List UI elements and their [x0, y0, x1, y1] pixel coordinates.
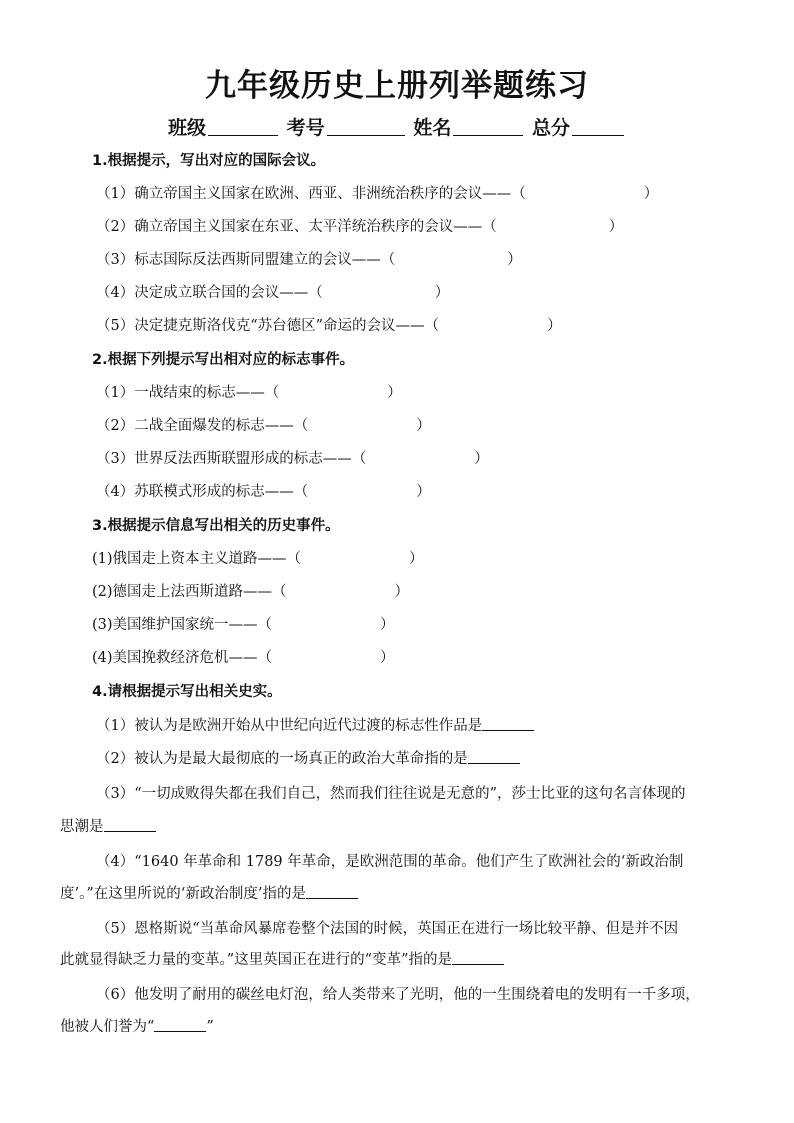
- item-text: （1）一战结束的标志——（: [96, 385, 280, 401]
- section-1-item-3: [96, 250, 522, 270]
- answer-blank[interactable]: [482, 716, 534, 731]
- close-paren: ）: [608, 219, 624, 235]
- section-4-item-6-line-2: [60, 1017, 214, 1037]
- close-paren: ）: [507, 252, 522, 268]
- close-paren: ）: [474, 451, 489, 467]
- section-1-item-1: [96, 184, 658, 204]
- section-2-item-1: [96, 383, 402, 403]
- section-3-item-3: [92, 615, 395, 635]
- item-text: （4）决定成立联合国的会议——（: [96, 285, 323, 301]
- section-4-item-1: [96, 716, 534, 736]
- item-text: （4）苏联模式形成的标志——（: [96, 484, 309, 500]
- section-4-item-4-line-1: （4）“1640 年革命和 1789 年革命，是欧洲范围的革命。他们产生了欧洲社会的‘新政治制: [96, 854, 684, 870]
- close-paren: ）: [394, 584, 410, 600]
- exam-number-label: 考号: [286, 117, 325, 139]
- total-score-blank[interactable]: [572, 117, 624, 136]
- item-text: （5）决定捷克斯洛伐克“苏台德区”命运的会议——（: [96, 318, 440, 334]
- close-paren: ）: [547, 318, 562, 334]
- item-text: 思潮是: [60, 819, 104, 835]
- item-text: (2)德国走上法西斯道路——（: [92, 584, 287, 600]
- close-paren: ）: [387, 385, 402, 401]
- item-text: (1)俄国走上资本主义道路——（: [92, 551, 302, 567]
- section-4-item-4-line-2: [60, 884, 358, 904]
- student-info-row: [0, 113, 794, 140]
- item-text: （2）二战全面爆发的标志——（: [96, 418, 309, 434]
- section-1-heading: 1.根据提示，写出对应的国际会议。: [92, 153, 326, 169]
- class-label: 班级: [168, 117, 207, 139]
- section-4-item-5-line-1: （5）恩格斯说“当革命风暴席卷整个法国的时候，英国正在进行一场比较平静、但是并不因: [96, 921, 679, 937]
- section-3-item-4: [92, 648, 395, 668]
- section-2-heading: 2.根据下列提示写出相对应的标志事件。: [92, 352, 355, 368]
- section-2-item-4: [96, 482, 431, 502]
- name-label: 姓名: [413, 117, 452, 139]
- answer-blank[interactable]: [306, 884, 358, 899]
- close-paren: ）: [416, 418, 431, 434]
- item-text: 他被人们誉为“: [60, 1019, 155, 1035]
- close-paren: ）: [380, 650, 395, 666]
- close-paren: ）: [380, 617, 395, 633]
- answer-blank[interactable]: [452, 950, 504, 965]
- section-4-heading: 4.请根据提示写出相关史实。: [92, 684, 282, 700]
- total-score-label: 总分: [531, 117, 570, 139]
- answer-blank[interactable]: [104, 817, 156, 832]
- answer-blank[interactable]: [468, 749, 520, 764]
- close-paren: ）: [434, 285, 450, 301]
- class-blank[interactable]: [208, 117, 278, 136]
- section-4-item-5-line-2: [60, 950, 504, 970]
- close-quote: ”: [206, 1019, 214, 1035]
- item-text: （3）世界反法西斯联盟形成的标志——（: [96, 451, 367, 467]
- item-text: (4)美国挽救经济危机——（: [92, 650, 273, 666]
- section-4-item-6-line-1: （6）他发明了耐用的碳丝电灯泡，给人类带来了光明，他的一生围绕着电的发明有一千多项，: [96, 987, 700, 1003]
- name-blank[interactable]: [453, 117, 523, 136]
- item-text: 度’。”在这里所说的‘新政治制度’指的是: [60, 886, 306, 902]
- item-text: （2）被认为是最大最彻底的一场真正的政治大革命指的是: [96, 751, 468, 767]
- section-2-item-2: [96, 416, 431, 436]
- section-3-heading: 3.根据提示信息写出相关的历史事件。: [92, 518, 340, 534]
- section-3-item-2: [92, 582, 409, 602]
- answer-blank[interactable]: [154, 1017, 206, 1032]
- close-paren: ）: [409, 551, 424, 567]
- section-3-item-1: [92, 549, 424, 569]
- section-1-item-5: [96, 316, 562, 336]
- close-paren: ）: [643, 186, 659, 202]
- item-text: 此就显得缺乏力量的变革。”这里英国正在进行的“变革”指的是: [60, 952, 452, 968]
- section-4-item-3-line-1: （3）“一切成败得失都在我们自己，然而我们往往说是无意的”，莎士比亚的这句名言体现的: [96, 786, 686, 802]
- close-paren: ）: [416, 484, 431, 500]
- section-4-item-2: [96, 749, 520, 769]
- item-text: (3)美国维护国家统一——（: [92, 617, 273, 633]
- section-4-item-3-line-2: [60, 817, 156, 837]
- section-2-item-3: [96, 449, 489, 469]
- item-text: （2）确立帝国主义国家在东亚、太平洋统治秩序的会议——（: [96, 219, 497, 235]
- page-title: 九年级历史上册列举题练习: [205, 68, 589, 104]
- section-1-item-4: [96, 283, 449, 303]
- item-text: （1）被认为是欧洲开始从中世纪向近代过渡的标志性作品是: [96, 718, 483, 734]
- item-text: （1）确立帝国主义国家在欧洲、西亚、非洲统治秩序的会议——（: [96, 186, 526, 202]
- exam-number-blank[interactable]: [327, 117, 405, 136]
- section-1-item-2: [96, 217, 623, 237]
- item-text: （3）标志国际反法西斯同盟建立的会议——（: [96, 252, 396, 268]
